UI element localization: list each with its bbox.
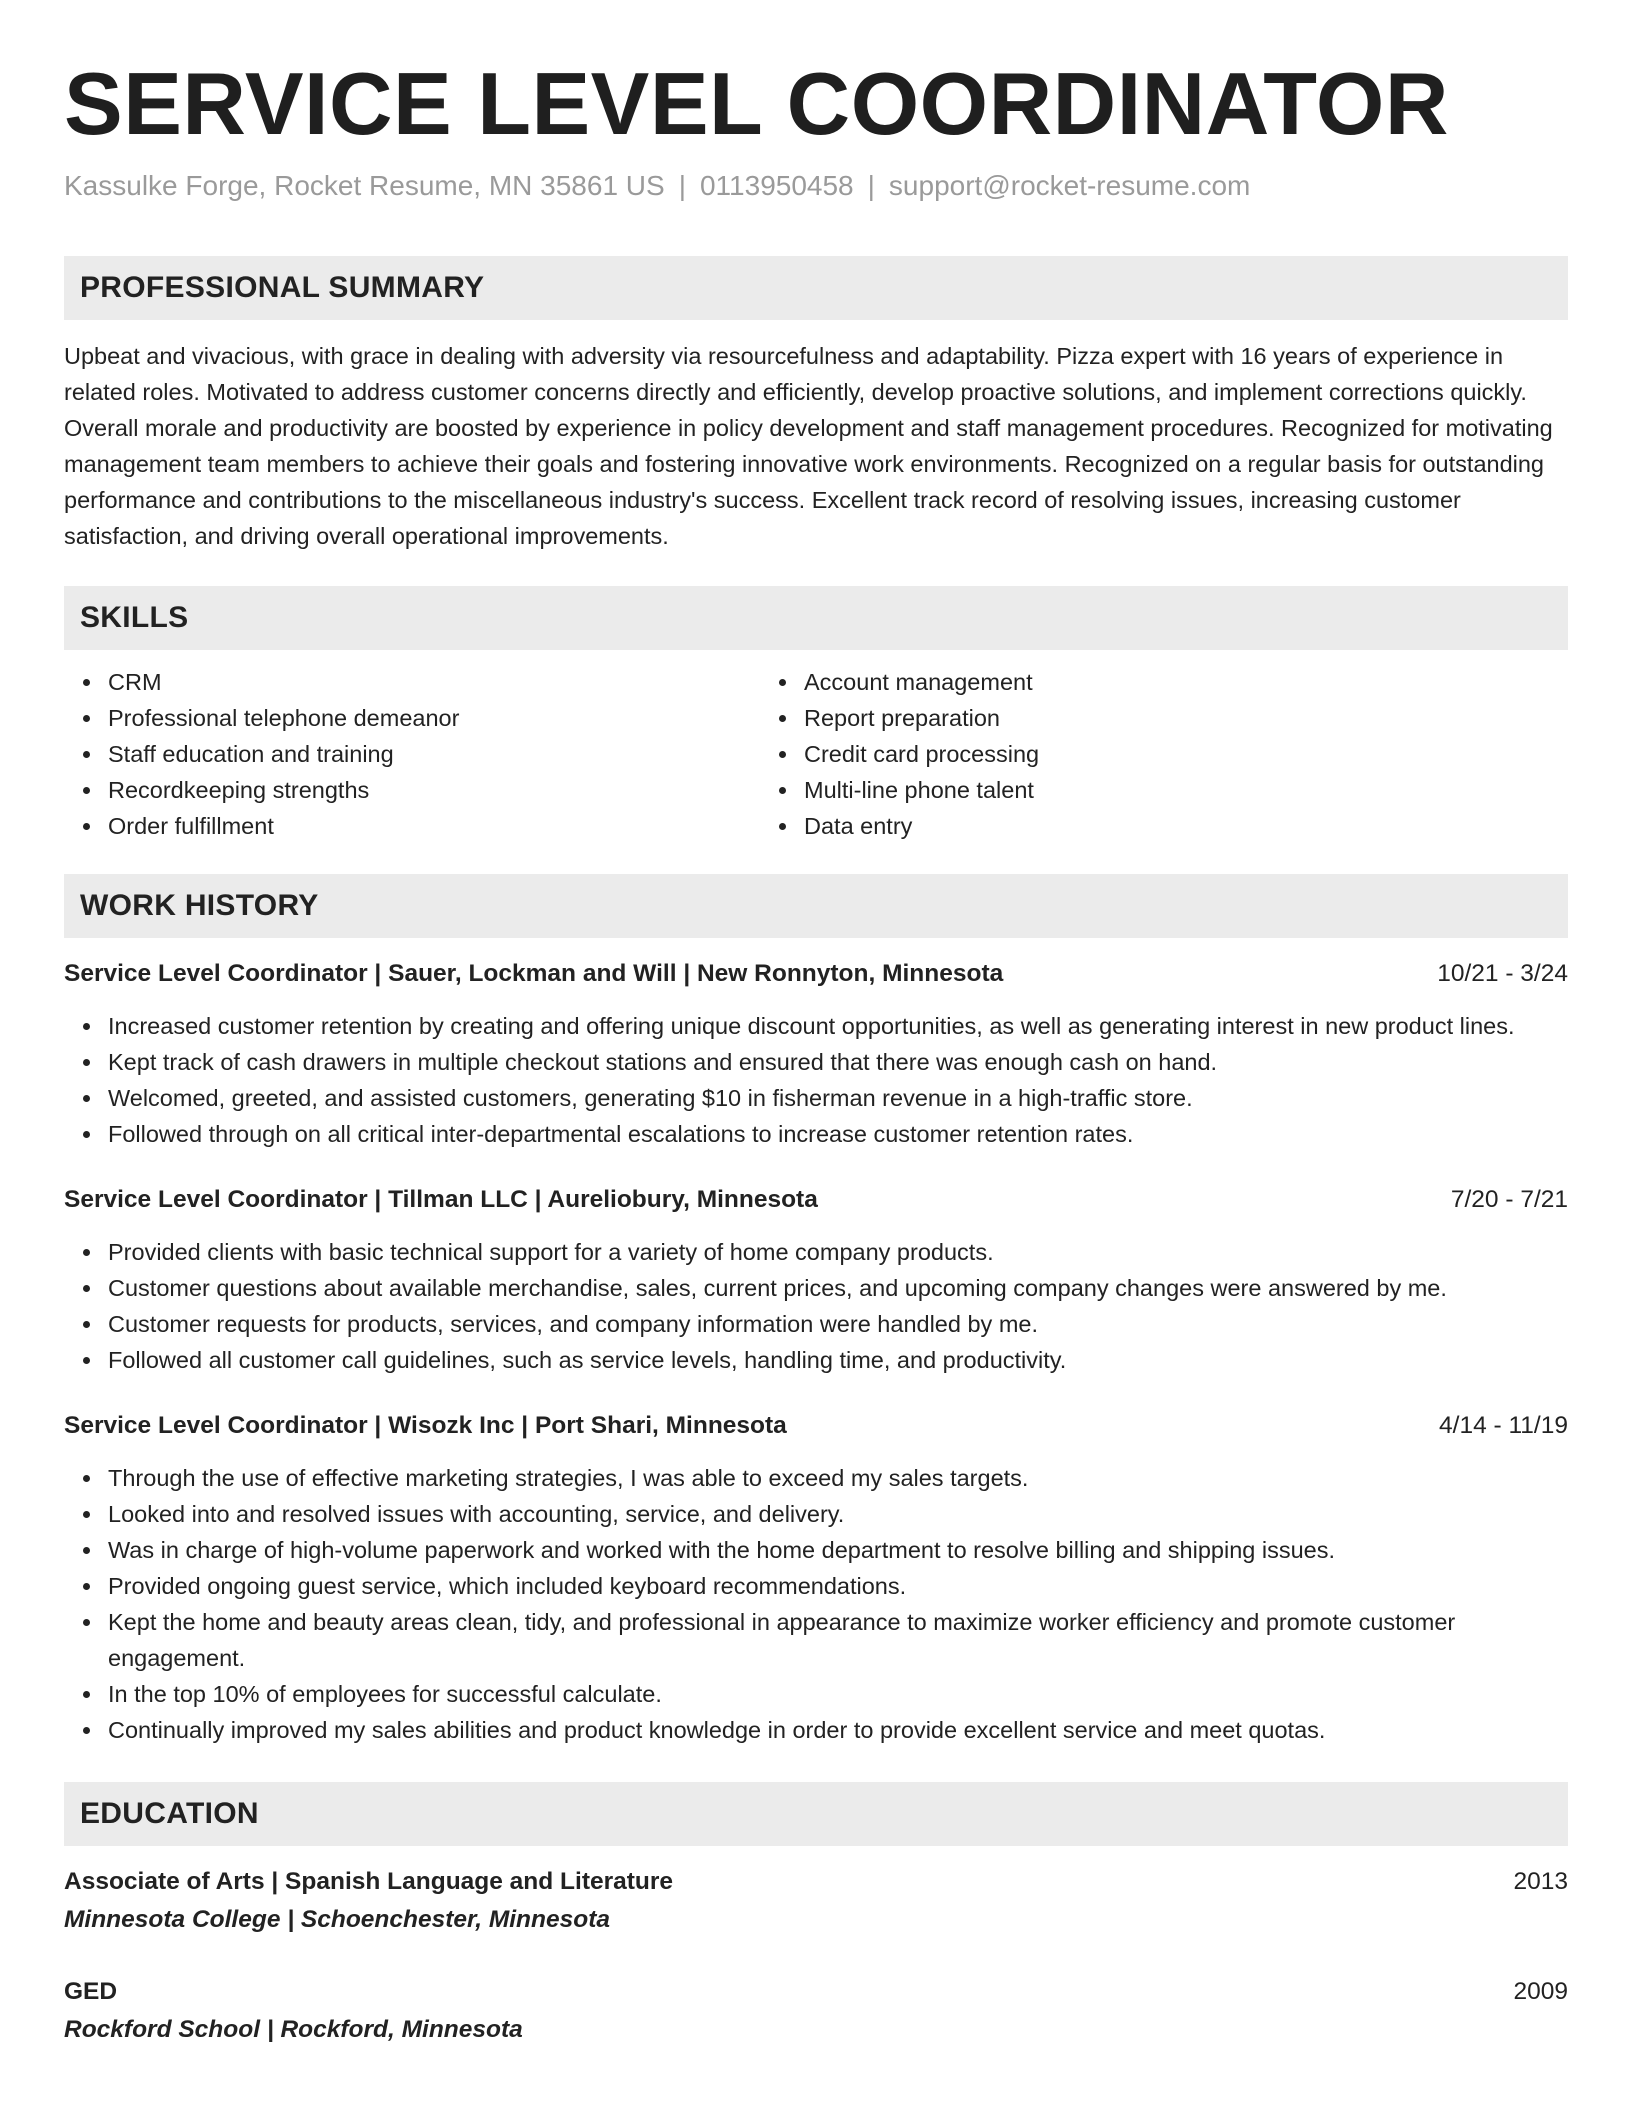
education-header	[64, 1974, 1568, 2010]
job-bullet: Through the use of effective marketing strategies, I was able to exceed my sales targets.	[108, 1460, 1568, 1496]
job-bullet: Looked into and resolved issues with accounting, service, and delivery.	[108, 1496, 1568, 1532]
work-history-heading: WORK HISTORY	[64, 874, 1568, 938]
education-school: Minnesota College | Schoenchester, Minnesota	[64, 1906, 610, 1933]
skill-item: Credit card processing	[804, 736, 1500, 772]
job-dates: 4/14 - 11/19	[1439, 1412, 1568, 1439]
education-year: 2013	[1513, 1868, 1568, 1895]
education-header	[64, 1864, 1568, 1900]
job-bullet: Kept the home and beauty areas clean, tidy, and professional in appearance to maximize worker efficiency and promote customer engagement.	[108, 1604, 1568, 1676]
education-degree: Associate of Arts | Spanish Language and Literature	[64, 1868, 674, 1895]
education-heading: EDUCATION	[64, 1782, 1568, 1846]
skill-item: Data entry	[804, 808, 1500, 844]
job-bullet: Provided ongoing guest service, which included keyboard recommendations.	[108, 1568, 1568, 1604]
job-bullet: Provided clients with basic technical support for a variety of home company products.	[108, 1234, 1568, 1270]
job-dates: 7/20 - 7/21	[1450, 1186, 1568, 1213]
contact-separator: |	[678, 170, 686, 201]
job-bullet: Increased customer retention by creating and offering unique discount opportunities, as well as generating interest in new product lines.	[108, 1008, 1568, 1044]
job-bullet: Welcomed, greeted, and assisted customers, generating $10 in fisherman revenue in a high-traffic store.	[108, 1080, 1568, 1116]
job-bullets	[64, 1460, 1568, 1748]
skill-item: Staff education and training	[108, 736, 760, 772]
skills-column-right	[760, 664, 1500, 844]
education-degree: GED	[64, 1978, 118, 2005]
job-header	[64, 1182, 1568, 1218]
job-title: Service Level Coordinator | Wisozk Inc | Port Shari, Minnesota	[64, 1412, 787, 1439]
skill-item: Professional telephone demeanor	[108, 700, 760, 736]
skill-item: Account management	[804, 664, 1500, 700]
job-bullet: Customer requests for products, services, and company information were handled by me.	[108, 1306, 1568, 1342]
job-header	[64, 956, 1568, 992]
job-bullet: Followed through on all critical inter-departmental escalations to increase customer retention rates.	[108, 1116, 1568, 1152]
job-dates: 10/21 - 3/24	[1437, 960, 1568, 987]
job-bullet: Followed all customer call guidelines, such as service levels, handling time, and productivity.	[108, 1342, 1568, 1378]
job-entry	[64, 1182, 1568, 1378]
job-entry	[64, 1408, 1568, 1748]
job-bullet: In the top 10% of employees for successful calculate.	[108, 1676, 1568, 1712]
job-header	[64, 1408, 1568, 1444]
job-bullet: Was in charge of high-volume paperwork and worked with the home department to resolve billing and shipping issues.	[108, 1532, 1568, 1568]
skill-item: Recordkeeping strengths	[108, 772, 760, 808]
contact-address: Kassulke Forge, Rocket Resume, MN 35861 US	[64, 170, 665, 201]
contact-email: support@rocket-resume.com	[888, 170, 1251, 201]
summary-text: Upbeat and vivacious, with grace in dealing with adversity via resourcefulness and adaptability. Pizza expert with 16 years of experience in related roles. Motivated to address customer concerns directly and efficiently, develop proactive solutions, and implement corrections quickly. Overall morale and productivity are boosted by experience in policy development and staff management procedures. Recognized for motivating management team members to achieve their goals and fostering innovative work environments. Recognized on a regular basis for outstanding performance and contributions to the miscellaneous industry's success. Excellent track record of resolving issues, increasing customer satisfaction, and driving overall operational improvements.	[64, 343, 1553, 549]
education-school: Rockford School | Rockford, Minnesota	[64, 2016, 523, 2043]
job-bullet: Kept track of cash drawers in multiple checkout stations and ensured that there was enough cash on hand.	[108, 1044, 1568, 1080]
job-bullets	[64, 1234, 1568, 1378]
education-entry	[64, 1974, 1568, 2048]
job-entry	[64, 956, 1568, 1152]
contact-separator: |	[867, 170, 875, 201]
skill-item: Multi-line phone talent	[804, 772, 1500, 808]
job-bullet: Continually improved my sales abilities and product knowledge in order to provide excellent service and meet quotas.	[108, 1712, 1568, 1748]
skill-item: CRM	[108, 664, 760, 700]
education-year: 2009	[1513, 1978, 1568, 2005]
skill-item: Report preparation	[804, 700, 1500, 736]
job-bullet: Customer questions about available merchandise, sales, current prices, and upcoming company changes were answered by me.	[108, 1270, 1568, 1306]
skills-column-left	[64, 664, 760, 844]
skills-list	[64, 664, 1568, 844]
skills-heading: SKILLS	[64, 586, 1568, 650]
candidate-name: SERVICE LEVEL COORDINATOR	[64, 54, 1449, 153]
contact-phone: 0113950458	[699, 170, 854, 201]
summary-heading: PROFESSIONAL SUMMARY	[64, 256, 1568, 320]
education-entry	[64, 1864, 1568, 1938]
skill-item: Order fulfillment	[108, 808, 760, 844]
job-bullets	[64, 1008, 1568, 1152]
job-title: Service Level Coordinator | Tillman LLC | Aureliobury, Minnesota	[64, 1186, 818, 1213]
job-title: Service Level Coordinator | Sauer, Lockman and Will | New Ronnyton, Minnesota	[64, 960, 1004, 987]
contact-line	[64, 168, 1568, 204]
